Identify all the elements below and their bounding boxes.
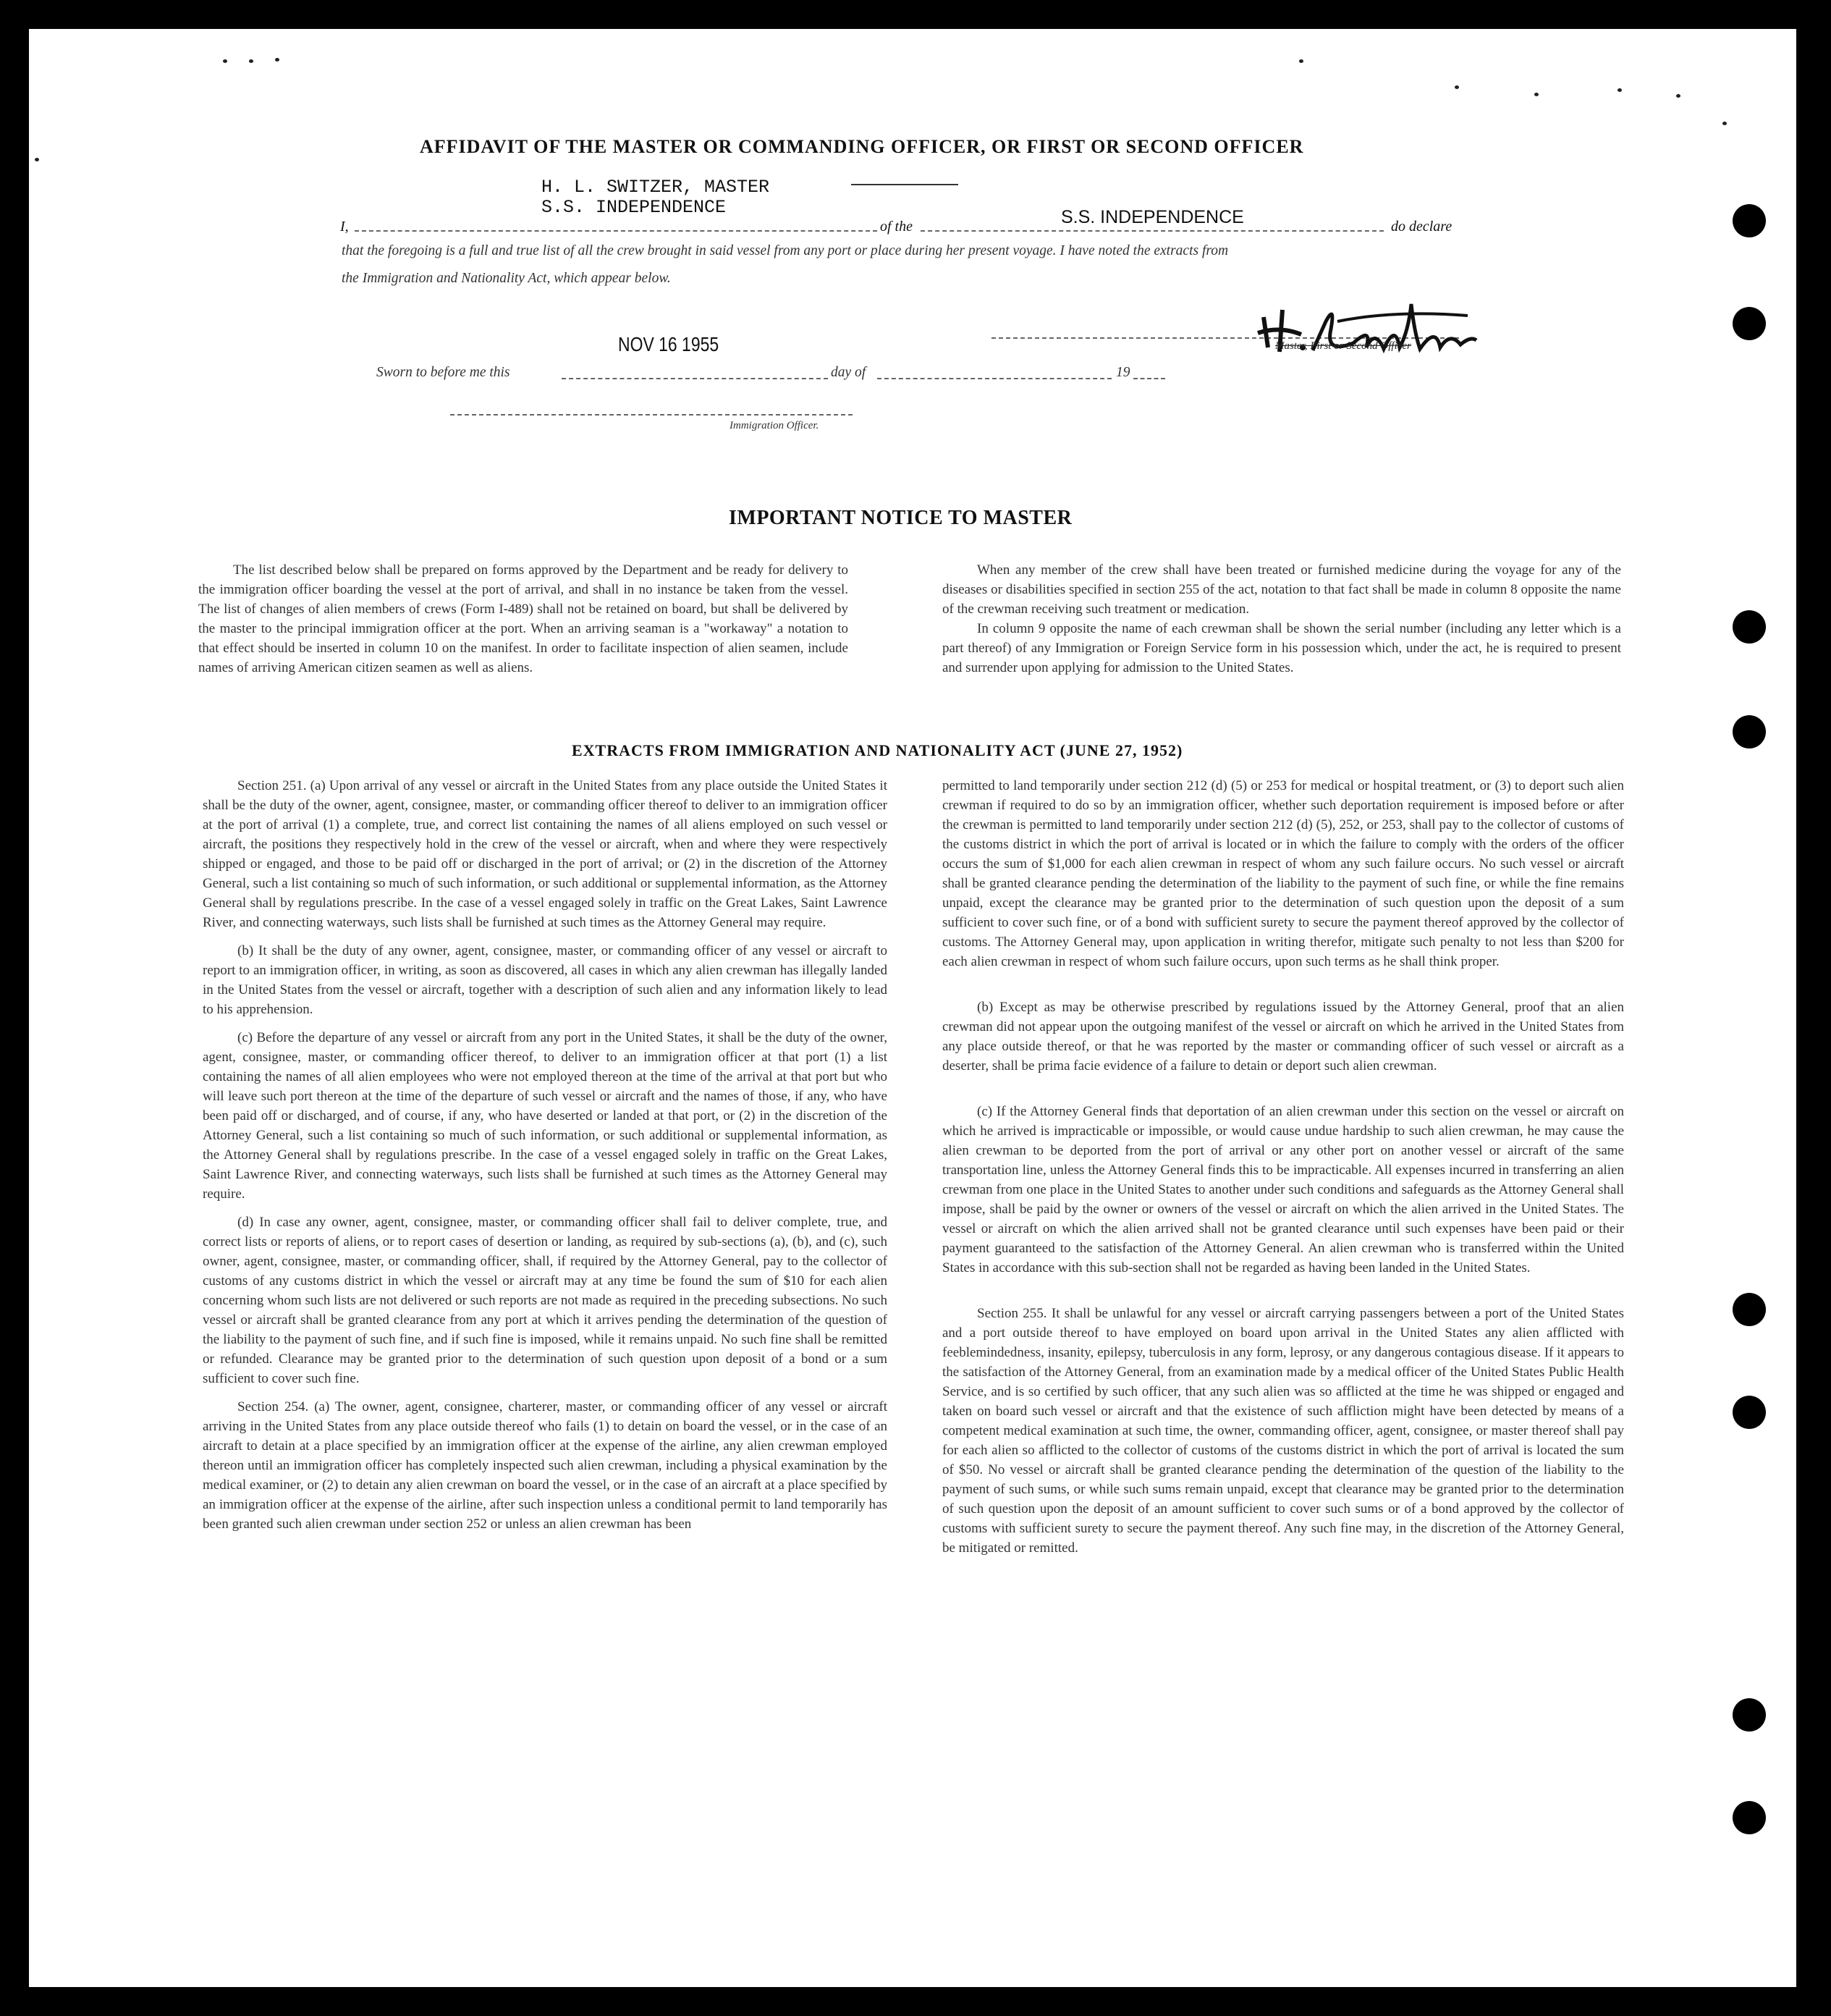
scan-speck	[1722, 122, 1727, 125]
label-of-the: of the	[880, 219, 913, 235]
notice-paragraph: The list described below shall be prepared on forms approved by the Department and be ready for delivery to the immigration officer boarding the vessel at the port of arrival, and shall in no instance be taken from the vessel. The list of changes of alien members of crews (Form I-489) shall not be retained on board, but shall be delivered by the master to the principal immigration officer at the port. When an arriving seaman is a "workaway" a notation to that effect should be inserted in column 10 on the manifest. In order to facilitate inspection of alien seamen, include names of arriving American citizen seamen as well as aliens.	[198, 562, 848, 675]
scan-speck	[1299, 59, 1303, 63]
scan-speck	[1455, 85, 1459, 89]
binder-hole	[1733, 1396, 1766, 1429]
name-line	[355, 230, 877, 232]
declaration-text: that the foregoing is a full and true list of all the crew brought in said vessel from any port or place during her present voyage. I have noted the extracts from	[342, 243, 1229, 258]
vessel-name-field: S.S. INDEPENDENCE	[1061, 207, 1244, 227]
extract-paragraph: (b) It shall be the duty of any owner, agent, consignee, master, or commanding officer of any vessel or aircraft to report to an immigration officer, in writing, as soon as discovered, all cases in which any alien crewman has illegally landed in the United States from the vessel or aircraft, together with a description of such alien and any information likely to lead to his apprehension.	[203, 943, 887, 1017]
scan-speck	[1534, 93, 1539, 96]
binder-hole	[1733, 204, 1766, 237]
typed-vessel-name: S.S. INDEPENDENCE	[541, 197, 727, 218]
vessel-line	[921, 230, 1384, 232]
scan-speck	[249, 59, 253, 63]
extract-paragraph: (c) If the Attorney General finds that deportation of an alien crewman under this section on the vessel or aircraft on which he arrived is impracticable or impossible, or would cause undue hardship to such alien crewman, he may cause the alien crewman to be deported from the port of arrival or any other port on another vessel or aircraft of the same transportation line, unless the Attorney General finds this to be impracticable. All expenses incurred in transferring an alien crewman from one place in the United States to another under such conditions and safeguards as the Attorney General shall impose, shall be paid by the owner or owners of the vessel or aircraft on which the alien arrived in the United States. The vessel or aircraft on which the alien arrived shall not be granted clearance until such expenses have been paid or their payment guaranteed to the satisfaction of the Attorney General. An alien crewman who is transferred within the United States in accordance with this sub-section shall not be regarded as having been landed in the United States.	[942, 1104, 1624, 1275]
sworn-day-line	[562, 378, 828, 379]
binder-hole	[1733, 610, 1766, 644]
binder-hole	[1733, 1293, 1766, 1326]
notice-right-column	[942, 560, 1621, 678]
officer-signature-line	[450, 414, 853, 416]
sworn-month-line	[877, 378, 1112, 379]
date-stamp: NOV 16 1955	[618, 333, 719, 355]
extract-paragraph: (d) In case any owner, agent, consignee, master, or commanding officer shall fail to deliver complete, true, and correct lists or reports of aliens, or to report cases of desertion or landing, as required by sub-sections (a), (b), and (c), such owner, agent, consignee, master, or commanding officer, shall, if required by the Attorney General, pay to the collector of customs of any customs district in which the vessel or aircraft may at any time be found the sum of $10 for each alien concerning whom such lists are not delivered or such reports are not made as required in the preceding subsections. No such vessel or aircraft shall be granted clearance from any port at which it arrives pending the determination of the question of the liability to the payment of such fine, and if such fine is imposed, while it remains unpaid. No such fine shall be remitted or refunded. Clearance may be granted prior to the determination of such question upon deposit of a bond or a sum sufficient to cover such fine.	[203, 1215, 887, 1386]
extract-paragraph: permitted to land temporarily under section 212 (d) (5) or 253 for medical or hospital treatment, or (3) to deport such alien crewman if required to do so by an immigration officer, whether such deportation requirement is imposed before or after the crewman is permitted to land temporarily under section 212 (d) (5), 252, or 253, shall pay to the collector of customs of the customs district in which the port of arrival is located or in which the failure to comply with the orders of the officer occurs the sum of $1,000 for each alien crewman in respect of whom any such failure occurs. No such vessel or aircraft shall be granted clearance pending the determination of the liability to the payment of such fine, or while the fine remains unpaid, except the clearance may be granted prior to the determination of such question upon the deposit of a sum sufficient to cover such fine, or of a bond with sufficient surety to secure the payment thereof approved by the collector of customs. The Attorney General may, upon application in writing therefor, mitigate such penalty to not less than $200 for each alien crewman in respect of whom such failure occurs, upon such terms as he shall think proper.	[942, 778, 1624, 969]
extract-paragraph: Section 255. It shall be unlawful for any vessel or aircraft carrying passengers between a port of the United States and a port outside thereof to have employed on board upon arrival in the United States any alien afflicted with feeblemindedness, insanity, epilepsy, tuberculosis in any form, leprosy, or any dangerous contagious disease. If it appears to the satisfaction of the Attorney General, from an examination made by a medical officer of the United States Public Health Service, and is so certified by such officer, that any such alien was so afflicted at the time he was shipped or engaged and taken on board such vessel or aircraft and that the existence of such affliction might have been detected by means of a competent medical examination at such time, the owner, commanding officer, agent, consignee, or master thereof shall pay for each alien so afflicted to the collector of customs of the customs district in which the port of arrival is located the sum of $50. No vessel or aircraft shall be granted clearance pending the determination of the question of the liability to the payment of such sums, or while such sums remain unpaid, except that clearance may be granted prior to the determination of such question upon the deposit of an amount sufficient to cover such sums or of a bond approved by the collector of customs with sufficient surety to secure the payment thereof. Any such fine may, in the discretion of the Attorney General, be mitigated or remitted.	[942, 1306, 1624, 1556]
title-rule	[851, 184, 958, 185]
label-i: I,	[340, 219, 349, 235]
officer-caption: Immigration Officer.	[730, 420, 819, 431]
day-of-label: day of	[831, 365, 866, 380]
extract-paragraph: (b) Except as may be otherwise prescribed by regulations issued by the Attorney General, proof that an alien crewman did not appear upon the outgoing manifest of the vessel or aircraft on which he arrived in the United States from any place outside thereof, or that he was reported by the master or commanding officer of such vessel or aircraft as a deserter, shall be prima facie evidence of a failure to detain or deport such alien crewman.	[942, 1000, 1624, 1074]
scan-speck	[1676, 94, 1680, 98]
extract-paragraph: (c) Before the departure of any vessel or aircraft from any port in the United States, it shall be the duty of the owner, agent, consignee, master, or commanding officer thereof, to deliver to an immigration officer at that port (1) a list containing the names of all alien employees who were not employed thereon at the time of the arrival at that port but who will leave such port thereon at the time of the departure of such vessel or aircraft and the names of those, if any, who have been paid off or discharged, and of course, if any, who have deserted or landed at that port, or (2) in the discretion of the Attorney General, such a list containing so much of such information, or such additional or supplemental information, as the Attorney General shall by regulations prescribe. In the case of a vessel engaged solely in traffic on the Great Lakes, Saint Lawrence River, and connecting waterways, such lists shall be furnished at such times as the Attorney General may require.	[203, 1030, 887, 1202]
binder-hole	[1733, 1698, 1766, 1732]
typed-master-name: H. L. SWITZER, MASTER	[541, 177, 770, 198]
extracts-left-column	[203, 776, 887, 1534]
notice-paragraph: In column 9 opposite the name of each crewman shall be shown the serial number (including any letter which is a part thereof) of any Immigration or Foreign Service form in his possession which, under the act, he is required to present and surrender upon applying for admission to the United States.	[942, 621, 1621, 675]
binder-hole	[1733, 307, 1766, 340]
notice-title: IMPORTANT NOTICE TO MASTER	[729, 507, 1073, 529]
declaration-text-end: the Immigration and Nationality Act, which appear below.	[342, 271, 671, 286]
year-label: 19	[1116, 365, 1130, 380]
scan-speck	[275, 58, 279, 62]
scan-speck	[35, 158, 39, 161]
affidavit-title: AFFIDAVIT OF THE MASTER OR COMMANDING OFFICER, OR FIRST OR SECOND OFFICER	[420, 136, 1304, 157]
scan-speck	[1618, 88, 1622, 92]
signature-caption: Master, First or Second Officer	[1275, 340, 1411, 352]
label-do-declare: do declare	[1391, 219, 1452, 235]
binder-hole	[1733, 1801, 1766, 1834]
extract-paragraph: Section 254. (a) The owner, agent, consignee, charterer, master, or commanding officer of any vessel or aircraft arriving in the United States from any place outside thereof who fails (1) to detain on board the vessel, or in the case of an aircraft to detain at a place specified by an immigration officer at the expense of the airline, any alien crewman employed thereon until an immigration officer has completely inspected such alien crewman, including a physical examination by the medical examiner, or (2) to detain any alien crewman on board the vessel, or in the case of an aircraft at a place specified by an immigration officer at the expense of the airline, after such inspection unless a conditional permit to land temporarily has been granted such alien crewman under section 252 or unless an alien crewman has been	[203, 1399, 887, 1532]
master-signature	[1251, 281, 1482, 371]
extract-paragraph: Section 251. (a) Upon arrival of any vessel or aircraft in the United States from any place outside the United States it shall be the duty of the owner, agent, consignee, master, or commanding officer thereof to deliver to an immigration officer at the port of arrival (1) a complete, true, and correct list containing the names of all aliens employed on such vessel or aircraft, the positions they respectively hold in the crew of the vessel or aircraft, when and where they were respectively shipped or engaged, and those to be paid off or discharged in the port of arrival; or (2) in the discretion of the Attorney General, such a list containing so much of such information, or such additional or supplemental information, as the Attorney General shall by regulations prescribe. In the case of a vessel engaged solely in traffic on the Great Lakes, Saint Lawrence River, and connecting waterways, such lists shall be furnished at such times as the Attorney General may require.	[203, 778, 887, 930]
extracts-right-column	[942, 776, 1624, 1558]
notice-left-column	[198, 560, 848, 678]
binder-hole	[1733, 715, 1766, 748]
scan-speck	[223, 59, 227, 63]
year-line	[1133, 378, 1165, 379]
sworn-label: Sworn to before me this	[376, 365, 510, 380]
extracts-title: EXTRACTS FROM IMMIGRATION AND NATIONALITY ACT (JUNE 27, 1952)	[572, 741, 1183, 759]
notice-paragraph: When any member of the crew shall have been treated or furnished medicine during the voyage for any of the diseases or disabilities specified in section 255 of the act, notation to that fact shall be made in column 8 opposite the name of the crewman receiving such treatment or medication.	[942, 562, 1621, 617]
